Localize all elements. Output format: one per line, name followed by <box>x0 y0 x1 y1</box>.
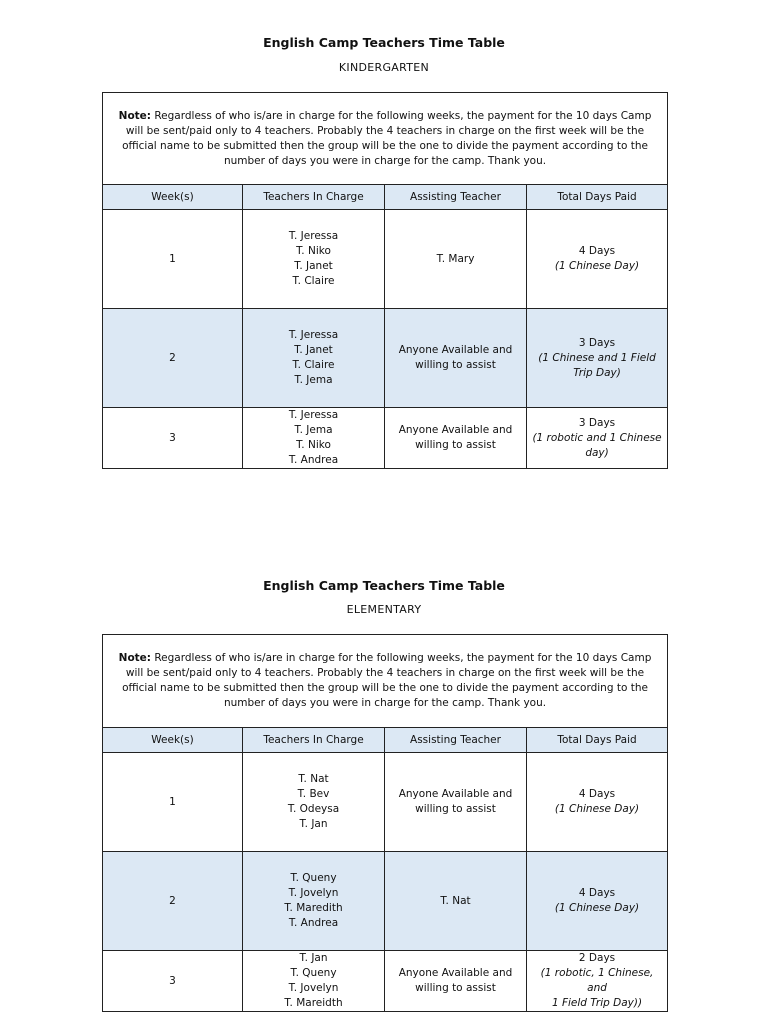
teacher-name: T. Claire <box>292 275 335 287</box>
teachers-cell <box>243 951 385 1012</box>
teacher-name: T. Bev <box>297 788 330 800</box>
header-weeks: Week(s) <box>103 185 243 210</box>
table-row <box>103 951 668 1012</box>
teacher-name: T. Jan <box>299 818 328 830</box>
days-note: (1 Chinese and 1 Field <box>538 351 656 364</box>
days-value: 3 Days <box>578 336 616 349</box>
days-note: (1 Chinese Day) <box>554 260 640 272</box>
teacher-name: T. Odeysa <box>287 803 340 815</box>
assisting-text: Anyone Available and <box>398 344 513 356</box>
teacher-name: T. Jovelyn <box>288 887 339 899</box>
days-note: (1 robotic, 1 Chinese, and <box>540 967 654 994</box>
elementary-note-text: Regardless of who is/are in charge for the following weeks, the payment for the 10 days Camp will be sent/paid only to 4 teachers. Probably the 4 teachers in charge on the first week will be the official name to be submitted then the group will be the one to divide the payment according to the number of days you were in charge for the camp. Thank you. <box>122 652 652 709</box>
teacher-name: T. Jema <box>294 424 333 436</box>
week-cell: 3 <box>103 951 243 1012</box>
days-cell <box>527 753 668 852</box>
assisting-cell <box>385 753 527 852</box>
elementary-subtitle: ELEMENTARY <box>346 603 422 616</box>
teacher-name: T. Queny <box>290 872 337 884</box>
teacher-name: T. Queny <box>290 967 337 979</box>
teachers-cell <box>243 753 385 852</box>
assisting-cell <box>385 852 527 951</box>
teacher-name: T. Janet <box>294 344 333 356</box>
days-note: (1 Chinese Day) <box>554 902 640 914</box>
days-cell <box>527 408 668 469</box>
header-teachers-in-charge: Teachers In Charge <box>243 728 385 753</box>
days-value: 3 Days <box>578 416 616 429</box>
days-cell <box>527 951 668 1012</box>
assisting-cell <box>385 951 527 1012</box>
elementary-header-row <box>103 728 668 753</box>
week-cell: 1 <box>103 753 243 852</box>
days-note: day) <box>585 446 609 459</box>
elementary-title: English Camp Teachers Time Table <box>263 578 505 593</box>
week-cell: 2 <box>103 852 243 951</box>
kindergarten-note-label: Note: <box>118 109 151 122</box>
kindergarten-header-row <box>103 185 668 210</box>
table-row <box>103 753 668 852</box>
teacher-name: T. Niko <box>296 245 331 257</box>
header-assisting-teacher: Assisting Teacher <box>385 728 527 753</box>
days-value: 4 Days <box>578 788 616 800</box>
days-value: 4 Days <box>578 245 616 257</box>
header-teachers-in-charge: Teachers In Charge <box>243 185 385 210</box>
assisting-text: Anyone Available and <box>398 788 513 800</box>
teacher-name: T. Jema <box>294 374 333 386</box>
week-cell: 1 <box>103 210 243 309</box>
days-cell <box>527 309 668 408</box>
table-row <box>103 852 668 951</box>
days-cell <box>527 852 668 951</box>
elementary-timetable <box>102 634 668 1012</box>
elementary-note <box>103 635 668 728</box>
days-note: (1 robotic and 1 Chinese <box>532 431 662 444</box>
kindergarten-subtitle: KINDERGARTEN <box>338 61 430 74</box>
assisting-text: willing to assist <box>415 439 496 451</box>
kindergarten-note-text: Regardless of who is/are in charge for the following weeks, the payment for the 10 days Camp will be sent/paid only to 4 teachers. Probably the 4 teachers in charge on the first week will be the official name to be submitted then the group will be the one to divide the payment according to the number of days you were in charge for the camp. Thank you. <box>122 109 652 167</box>
assisting-text: Anyone Available and <box>398 424 513 436</box>
table-row <box>103 309 668 408</box>
kindergarten-title: English Camp Teachers Time Table <box>263 35 505 50</box>
teacher-name: T. Jeressa <box>288 409 339 421</box>
days-value: 2 Days <box>578 952 616 964</box>
teacher-name: T. Jovelyn <box>288 982 339 994</box>
assisting-text: Anyone Available and <box>398 967 513 979</box>
teacher-name: T. Claire <box>292 359 335 371</box>
days-value: 4 Days <box>578 887 616 899</box>
teachers-cell <box>243 408 385 469</box>
teacher-name: T. Mareidth <box>284 997 343 1009</box>
teacher-name: T. Jeressa <box>288 230 339 242</box>
teacher-name: T. Jan <box>299 952 328 964</box>
assisting-cell <box>385 408 527 469</box>
assisting-text: T. Nat <box>440 894 471 907</box>
teacher-name: T. Nat <box>298 773 329 785</box>
assisting-cell <box>385 210 527 309</box>
days-cell <box>527 210 668 309</box>
teachers-cell <box>243 210 385 309</box>
teacher-name: T. Niko <box>296 439 331 451</box>
table-row <box>103 408 668 469</box>
assisting-text: willing to assist <box>415 803 496 815</box>
days-note: Trip Day) <box>573 366 621 379</box>
teacher-name: T. Jeressa <box>288 329 339 341</box>
elementary-note-label: Note: <box>118 652 151 664</box>
header-total-days-paid: Total Days Paid <box>527 728 668 753</box>
assisting-text: T. Mary <box>436 252 475 265</box>
teachers-cell <box>243 852 385 951</box>
week-cell: 3 <box>103 408 243 469</box>
header-assisting-teacher: Assisting Teacher <box>385 185 527 210</box>
teacher-name: T. Janet <box>294 260 333 272</box>
assisting-text: willing to assist <box>415 982 496 994</box>
header-weeks: Week(s) <box>103 728 243 753</box>
table-row <box>103 210 668 309</box>
teacher-name: T. Maredith <box>284 902 343 914</box>
days-note: 1 Field Trip Day)) <box>551 997 643 1009</box>
assisting-text: willing to assist <box>415 359 496 371</box>
assisting-cell <box>385 309 527 408</box>
teacher-name: T. Andrea <box>288 454 339 466</box>
week-cell: 2 <box>103 309 243 408</box>
kindergarten-note <box>103 93 668 185</box>
header-total-days-paid: Total Days Paid <box>527 185 668 210</box>
teachers-cell <box>243 309 385 408</box>
days-note: (1 Chinese Day) <box>554 803 640 815</box>
teacher-name: T. Andrea <box>288 917 339 929</box>
kindergarten-timetable <box>102 92 668 469</box>
